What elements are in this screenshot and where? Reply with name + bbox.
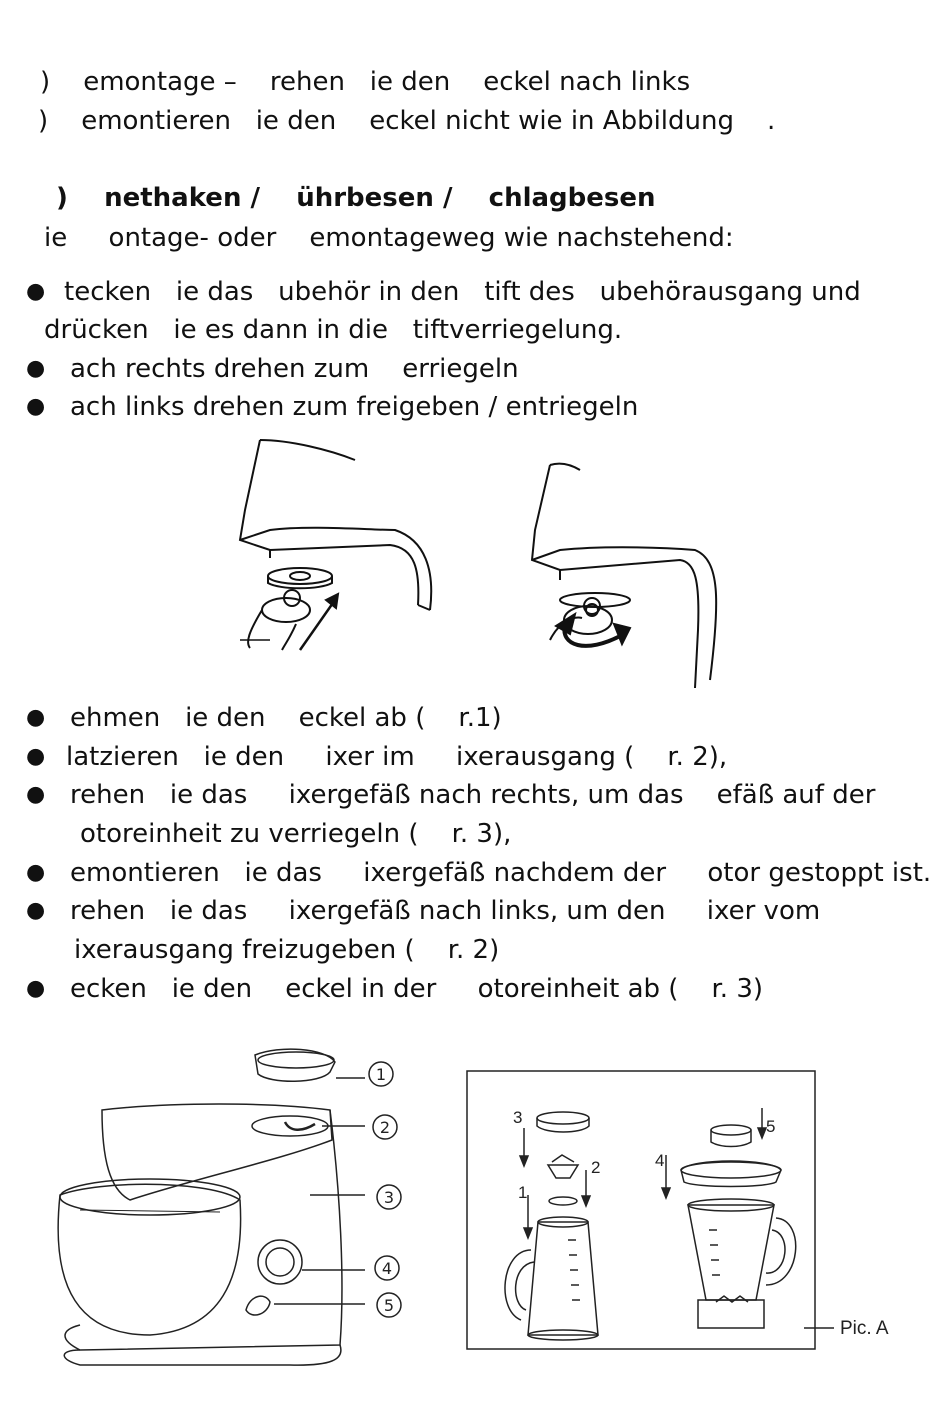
bullet-dot: ● (26, 860, 46, 885)
list-item: tecken ie das ubehör in den tift des ubehörausgang und (64, 277, 861, 307)
bullet-dot: ● (26, 279, 46, 304)
arrow-head (614, 624, 630, 644)
callout-number: 5 (383, 1296, 395, 1315)
list-item-continuation: otoreinheit zu verriegeln ( r. 3), (80, 819, 512, 849)
callout-number: 1 (375, 1065, 387, 1084)
bullet-dot: ● (26, 356, 46, 381)
arrow-head (326, 594, 338, 608)
bullet-dot: ● (26, 898, 46, 923)
step-arrow-number: 4 (655, 1151, 665, 1170)
list-item: rehen ie das ixergefäß nach links, um den ixer vom (70, 896, 821, 926)
list-item: latzieren ie den ixer im ixerausgang ( r. 2), (66, 742, 728, 772)
bullet-dot: ● (26, 976, 46, 1001)
attachment-mount-illustration (230, 430, 730, 700)
section-e-line-1: ) emontage – rehen ie den eckel nach links (40, 67, 691, 97)
list-item: ecken ie den eckel in der otoreinheit ab ( r. 3) (70, 974, 763, 1004)
list-item: emontieren ie das ixergefäß nachdem der otor gestoppt ist. (70, 858, 932, 888)
bullet-dot: ● (26, 744, 46, 769)
step-arrow-number: 5 (766, 1117, 776, 1136)
list-item: ach links drehen zum freigeben / entriegeln (70, 392, 639, 422)
bullet-dot: ● (26, 394, 46, 419)
mixer-head-right-drawing (532, 464, 716, 688)
speed-dial-drawing (258, 1240, 302, 1284)
step-arrow-number: 1 (518, 1183, 528, 1202)
callout-number: 3 (383, 1188, 395, 1207)
twist-arrow (564, 625, 622, 646)
list-item: rehen ie das ixergefäß nach rechts, um das efäß auf der (70, 780, 876, 810)
bullet-dot: ● (26, 705, 46, 730)
pic-a-label: Pic. A (840, 1318, 889, 1339)
list-item: ehmen ie den eckel ab ( r.1) (70, 703, 502, 733)
section-f-heading: ) nethaken / ührbesen / chlagbesen (56, 183, 656, 213)
step-arrow-number: 3 (513, 1108, 523, 1127)
section-f-intro: ie ontage- oder emontageweg wie nachstehend: (44, 223, 734, 253)
rotation-arrow (300, 600, 335, 650)
mixer-head-left-drawing (240, 440, 431, 650)
step-arrow-number: 2 (591, 1158, 601, 1177)
callout-number: 2 (379, 1118, 391, 1137)
blender-jar-left (528, 1222, 598, 1335)
mixer-bowl-drawing (58, 1184, 240, 1335)
blender-assembly-illustration (466, 1070, 926, 1360)
pulse-button-drawing (246, 1296, 270, 1315)
blender-jar-right (688, 1205, 774, 1300)
bullet-dot: ● (26, 782, 46, 807)
callout-number: 4 (381, 1259, 393, 1278)
list-item: ach rechts drehen zum erriegeln (70, 354, 519, 384)
list-item-continuation: ixerausgang freizugeben ( r. 2) (74, 935, 500, 965)
mixer-body-drawing (65, 1110, 342, 1350)
section-e-line-2: ) emontieren ie den eckel nicht wie in Abbildung . (38, 106, 776, 136)
list-item-continuation: drücken ie es dann in die tiftverriegelung. (44, 315, 623, 345)
stand-mixer-illustration (40, 1040, 420, 1380)
